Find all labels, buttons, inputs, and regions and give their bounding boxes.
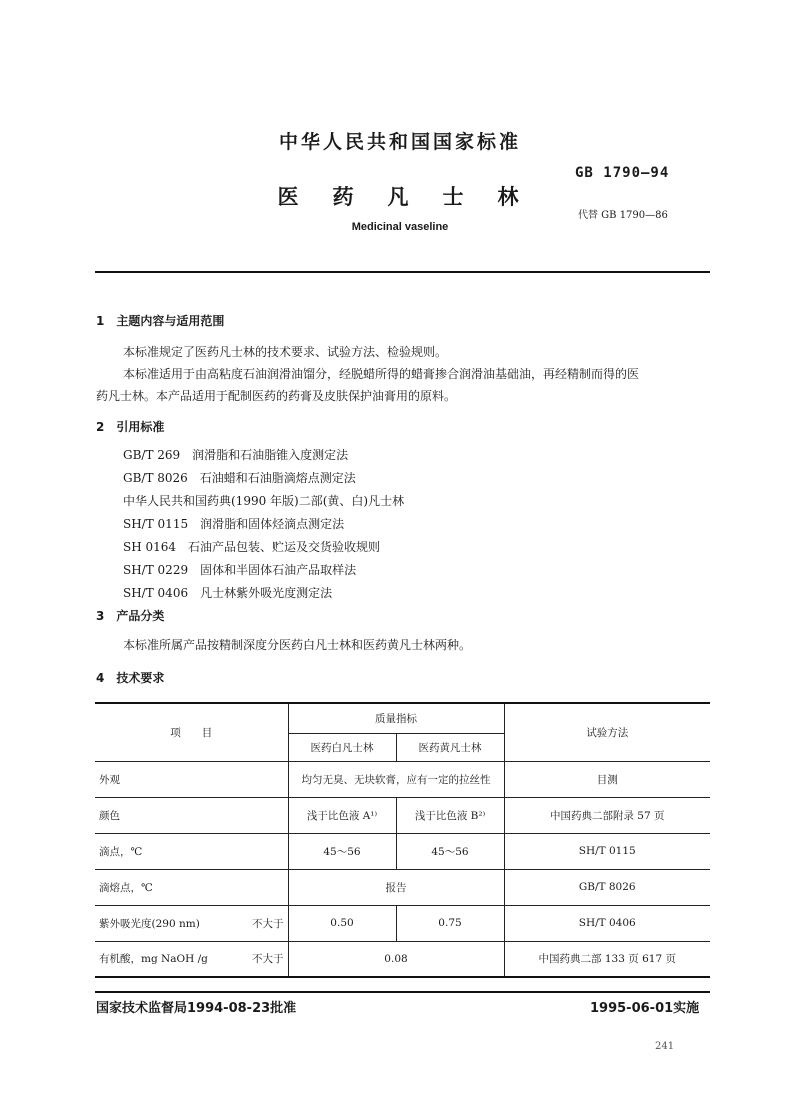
standard-title: 医药凡士林 xyxy=(277,185,553,209)
page-number: 241 xyxy=(655,1041,675,1052)
row-item xyxy=(95,905,288,941)
technical-requirements-table xyxy=(95,702,710,978)
row-method: 目测 xyxy=(504,761,710,797)
section-2-heading: 2 引用标准 xyxy=(96,420,165,434)
section-1-heading: 1 主题内容与适用范围 xyxy=(96,314,225,328)
approval-note: 国家技术监督局1994-08-23批准 xyxy=(96,1001,297,1016)
table-row xyxy=(95,905,710,941)
table-row xyxy=(95,869,710,905)
row-method: GB/T 8026 xyxy=(504,869,710,905)
row-value-merged: 报告 xyxy=(288,869,504,905)
reference-item: SH/T 0406 凡士林紫外吸光度测定法 xyxy=(123,586,333,600)
row-value-yellow: 45～56 xyxy=(396,833,504,869)
section-4-heading: 4 技术要求 xyxy=(96,671,165,685)
row-item-label: 紫外吸光度(290 nm) xyxy=(99,917,200,930)
row-item: 滴熔点，℃ xyxy=(95,869,288,905)
header-white: 医药白凡士林 xyxy=(288,733,396,761)
standard-number: GB 1790—94 xyxy=(575,165,670,181)
row-method: SH/T 0115 xyxy=(504,833,710,869)
table-row xyxy=(95,761,710,797)
row-item: 滴点，℃ xyxy=(95,833,288,869)
row-item: 颜色 xyxy=(95,797,288,833)
reference-item: GB/T 269 润滑脂和石油脂锥入度测定法 xyxy=(123,448,349,462)
table-row xyxy=(95,833,710,869)
row-value-yellow: 浅于比色液 B²⁾ xyxy=(396,797,504,833)
row-method: 中国药典二部附录 57 页 xyxy=(504,797,710,833)
section-3-para: 本标准所属产品按精制深度分医药白凡士林和医药黄凡士林两种。 xyxy=(123,638,472,652)
row-item xyxy=(95,941,288,977)
reference-item: SH/T 0115 润滑脂和固体烃滴点测定法 xyxy=(123,517,345,531)
row-value-white: 45～56 xyxy=(288,833,396,869)
row-method: SH/T 0406 xyxy=(504,905,710,941)
replaces-note: 代替 GB 1790—86 xyxy=(578,210,668,221)
row-item-label: 有机酸，mg NaOH /g xyxy=(99,953,208,966)
header-yellow: 医药黄凡士林 xyxy=(396,733,504,761)
header-rule xyxy=(95,271,710,273)
header-quality: 质量指标 xyxy=(288,703,504,733)
row-item: 外观 xyxy=(95,761,288,797)
section-3-heading: 3 产品分类 xyxy=(96,609,165,623)
table-row xyxy=(95,797,710,833)
national-standard-heading: 中华人民共和国国家标准 xyxy=(278,131,521,153)
header-method: 试验方法 xyxy=(504,703,710,761)
reference-item: GB/T 8026 石油蜡和石油脂滴熔点测定法 xyxy=(123,471,356,485)
header-item: 项 目 xyxy=(95,703,288,761)
footer-rule xyxy=(95,991,710,993)
standard-title-english: Medicinal vaseline xyxy=(351,221,449,233)
section-1-para-2b: 药凡士林。本产品适用于配制医药的药膏及皮肤保护油膏用的原料。 xyxy=(96,389,457,403)
reference-item: SH/T 0229 固体和半固体石油产品取样法 xyxy=(123,563,357,577)
section-1-para-1: 本标准规定了医药凡士林的技术要求、试验方法、检验规则。 xyxy=(123,345,448,359)
section-1-para-2a: 本标准适用于由高粘度石油润滑油馏分，经脱蜡所得的蜡膏掺合润滑油基础油，再经精制而得的医 xyxy=(123,367,640,381)
row-value-white: 0.50 xyxy=(288,905,396,941)
reference-item: 中华人民共和国药典(1990 年版)二部(黄、白)凡士林 xyxy=(123,494,405,508)
row-value-white: 浅于比色液 A¹⁾ xyxy=(288,797,396,833)
effective-date: 1995-06-01实施 xyxy=(590,1001,700,1016)
row-method: 中国药典二部 133 页 617 页 xyxy=(504,941,710,977)
reference-item: SH 0164 石油产品包装、贮运及交货验收规则 xyxy=(123,540,381,554)
row-value-merged: 0.08 xyxy=(288,941,504,977)
row-value-yellow: 0.75 xyxy=(396,905,504,941)
row-value-merged: 均匀无臭、无块软膏，应有一定的拉丝性 xyxy=(288,761,504,797)
table-row xyxy=(95,941,710,977)
row-limit: 不大于 xyxy=(252,917,284,930)
row-limit: 不大于 xyxy=(252,953,284,966)
